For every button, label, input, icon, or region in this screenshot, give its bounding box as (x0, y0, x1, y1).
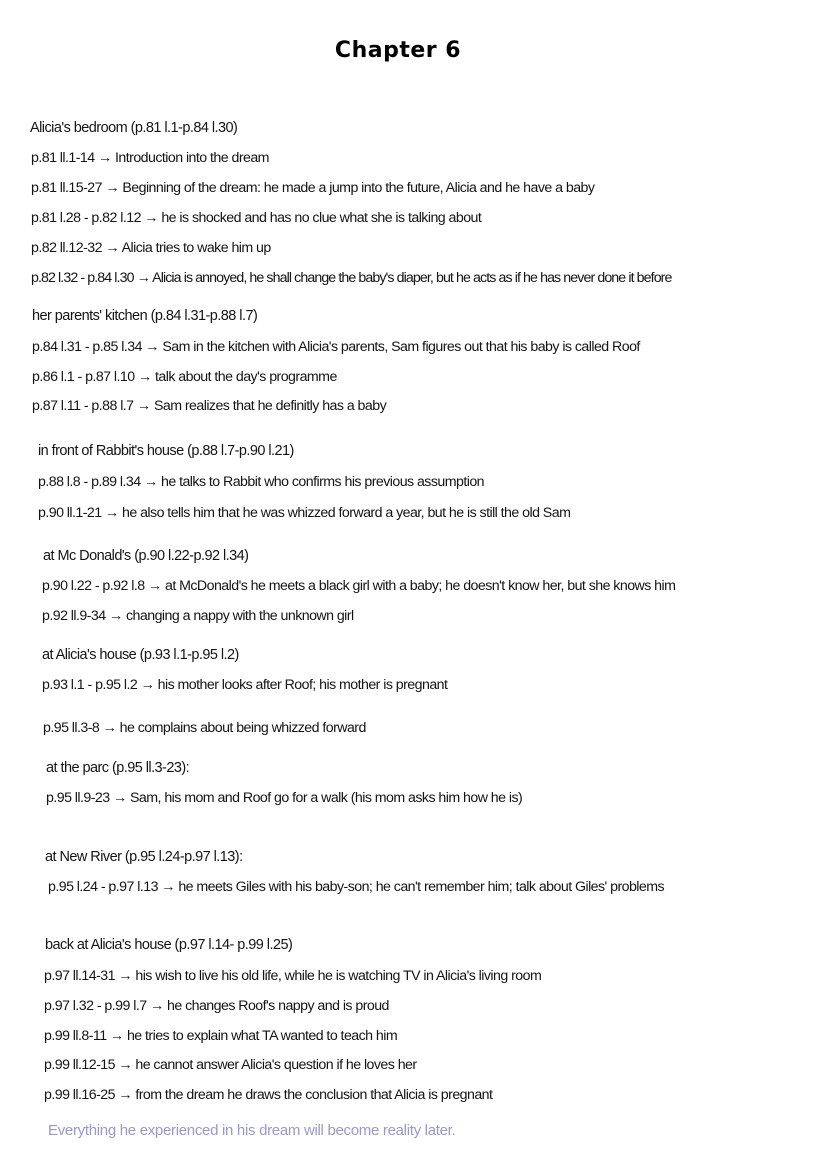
section-heading-parents-kitchen: her parents' kitchen (p.84 l.31-p.88 l.7) (32, 308, 258, 324)
entry: p.93 l.1 - p.95 l.2 → his mother looks after Roof; his mother is pregnant (42, 677, 448, 693)
entry: p.92 ll.9-34 → changing a nappy with the unknown girl (42, 608, 354, 624)
entry: p.81 ll.15-27 → Beginning of the dream: he made a jump into the future, Alicia and he have a baby (31, 180, 595, 196)
entry: p.90 ll.1-21 → he also tells him that he was whizzed forward a year, but he is still the old Sam (38, 505, 571, 521)
entry: p.95 ll.3-8 → he complains about being whizzed forward (43, 720, 366, 736)
section-heading-back-at-alicias-house: back at Alicia's house (p.97 l.14- p.99 l.25) (45, 937, 293, 953)
entry: p.95 ll.9-23 → Sam, his mom and Roof go for a walk (his mom asks him how he is) (46, 790, 523, 806)
section-heading-new-river: at New River (p.95 l.24-p.97 l.13): (45, 849, 243, 865)
entry: p.88 l.8 - p.89 l.34 → he talks to Rabbit who confirms his previous assumption (38, 474, 485, 490)
section-heading-parc: at the parc (p.95 ll.3-23): (46, 760, 190, 776)
page-title: Chapter 6 (334, 38, 462, 63)
entry: p.95 l.24 - p.97 l.13 → he meets Giles with his baby-son; he can't remember him; talk about Giles' problems (48, 879, 665, 895)
entry: p.87 l.11 - p.88 l.7 → Sam realizes that he definitly has a baby (32, 398, 387, 414)
entry: p.97 l.32 - p.99 l.7 → he changes Roof's nappy and is proud (44, 998, 389, 1014)
entry: p.99 ll.12-15 → he cannot answer Alicia's question if he loves her (44, 1057, 417, 1073)
entry: p.86 l.1 - p.87 l.10 → talk about the day's programme (32, 369, 337, 385)
section-heading-rabbits-house: in front of Rabbit's house (p.88 l.7-p.90 l.21) (38, 443, 294, 459)
entry: p.84 l.31 - p.85 l.34 → Sam in the kitchen with Alicia's parents, Sam figures out that his baby is called Roof (32, 339, 640, 355)
entry: p.99 ll.16-25 → from the dream he draws the conclusion that Alicia is pregnant (44, 1087, 493, 1103)
conclusion-note: Everything he experienced in his dream will become reality later. (48, 1122, 456, 1139)
section-heading-alicias-house: at Alicia's house (p.93 l.1-p.95 l.2) (42, 647, 239, 663)
entry: p.99 ll.8-11 → he tries to explain what TA wanted to teach him (44, 1028, 398, 1044)
entry: p.82 ll.12-32 → Alicia tries to wake him up (31, 240, 271, 256)
entry: p.81 ll.1-14 → Introduction into the dream (31, 150, 269, 166)
entry: p.81 l.28 - p.82 l.12 → he is shocked and has no clue what she is talking about (31, 210, 482, 226)
entry: p.97 ll.14-31 → his wish to live his old life, while he is watching TV in Alicia's living room (44, 968, 542, 984)
entry: p.90 l.22 - p.92 l.8 → at McDonald's he meets a black girl with a baby; he doesn't know her, but she knows him (42, 578, 676, 594)
section-heading-alicias-bedroom: Alicia's bedroom (p.81 l.1-p.84 l.30) (30, 120, 238, 136)
entry: p.82 l.32 - p.84 l.30 → Alicia is annoyed, he shall change the baby's diaper, but he acts as if he has never done it before (31, 270, 672, 286)
section-heading-mcdonalds: at Mc Donald's (p.90 l.22-p.92 l.34) (43, 548, 249, 564)
